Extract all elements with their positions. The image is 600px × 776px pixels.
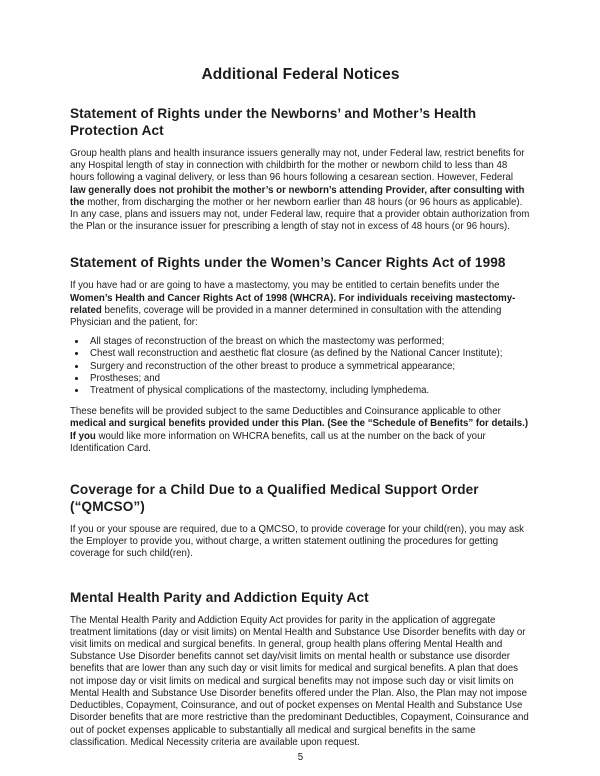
paragraph-whcra-closing: These benefits will be provided subject to the same Deductibles and Coinsurance applicable to other medical and surgical benefits provided under this Plan. (See the “Schedule of Benefits” for details.) If you would like more information on WHCRA benefits, call us at the number on the back of your Identification Card. <box>70 406 529 454</box>
section-heading-newborns: Statement of Rights under the Newborns’ and Mother’s Health Protection Act <box>70 106 477 138</box>
page-number: 5 <box>297 751 304 763</box>
paragraph-mhpaea: The Mental Health Parity and Addiction Equity Act provides for parity in the application of aggregate treatment limitations (day or visit limits) on Mental Health and Substance Use Disorder benefits with day or visit limits on medical and surgical benefits. In general, group health plans offering Mental Health and Substance Use Disorder benefits cannot set day/visit limits on mental health or substance use disorder benefits that are lower than any such day or visit limits for medical and surgical benefits. A plan that does not impose day or visit limits on medical and surgical benefits may not impose such day or visit limits on Mental Health and Substance Use Disorder benefits offered under the Plan. Also, the Plan may not impose Deductibles, Copayment, Coinsurance, and out of pocket expenses on Mental Health and Substance Use Disorder benefits that are more restrictive than the predominant Deductibles, Copayment, Coinsurance and out of pocket expenses applicable to substantially all medical and surgical benefits in the same classification. Medical Necessity criteria are available upon request. <box>70 614 529 748</box>
section-heading-whcra: Statement of Rights under the Women’s Cancer Rights Act of 1998 <box>70 255 506 271</box>
whcra-benefits-list <box>70 336 531 397</box>
list-item-surgery: • Surgery and reconstruction of the other breast to produce a symmetrical appearance; <box>87 361 531 373</box>
spacer <box>70 561 531 568</box>
section-heading-qmcso: Coverage for a Child Due to a Qualified Medical Support Order (“QMCSO”) <box>70 482 479 515</box>
section-heading-mhpaea: Mental Health Parity and Addiction Equity Act <box>70 589 369 605</box>
paragraph-newborns: Group health plans and health insurance issuers generally may not, under Federal law, restrict benefits for any Hospital length of stay in connection with childbirth for the mother or newborn child to less than 48 hours following a vaginal delivery, or less than 96 hours following a cesarean section. However, Federal law generally does not prohibit the mother’s or newborn’s attending Provider, after consulting with the mother, from discharging the mother or her newborn earlier than 48 hours (or 96 hours as applicable). In any case, plans and issuers may not, under Federal law, require that a provider obtain authorization from the Plan or the insurance issuer for prescribing a length of stay not in excess of 48 hours (or 96 hours). <box>70 148 530 233</box>
paragraph-whcra-intro: If you have had or are going to have a mastectomy, you may be entitled to certain benefits under the Women’s Health and Cancer Rights Act of 1998 (WHCRA). For individuals receiving mastectomy-related benefits, coverage will be provided in a manner determined in consultation with the attending Physician and the patient, for: <box>70 280 516 329</box>
page-content <box>70 0 531 763</box>
section-qmcso <box>70 481 531 561</box>
list-item-treatment: • Treatment of physical complications of the mastectomy, including lymphedema. <box>87 385 531 397</box>
page-title: Additional Federal Notices <box>201 66 400 83</box>
section-mhpaea <box>70 589 531 749</box>
paragraph-qmcso: If you or your spouse are required, due to a QMCSO, to provide coverage for your child(ren), you may ask the Employer to provide you, without charge, a written statement outlining the procedures for getting coverage for such child(ren). <box>70 524 524 560</box>
list-item-reconstruction: • All stages of reconstruction of the breast on which the mastectomy was performed; <box>87 336 531 348</box>
list-item-prostheses: • Prostheses; and <box>87 373 531 385</box>
spacer <box>70 455 531 460</box>
list-item-chest-wall: • Chest wall reconstruction and aesthetic flat closure (as defined by the National Cancer Institute); <box>87 348 531 360</box>
section-newborns-mothers-health <box>70 105 531 233</box>
section-whcra <box>70 254 531 455</box>
